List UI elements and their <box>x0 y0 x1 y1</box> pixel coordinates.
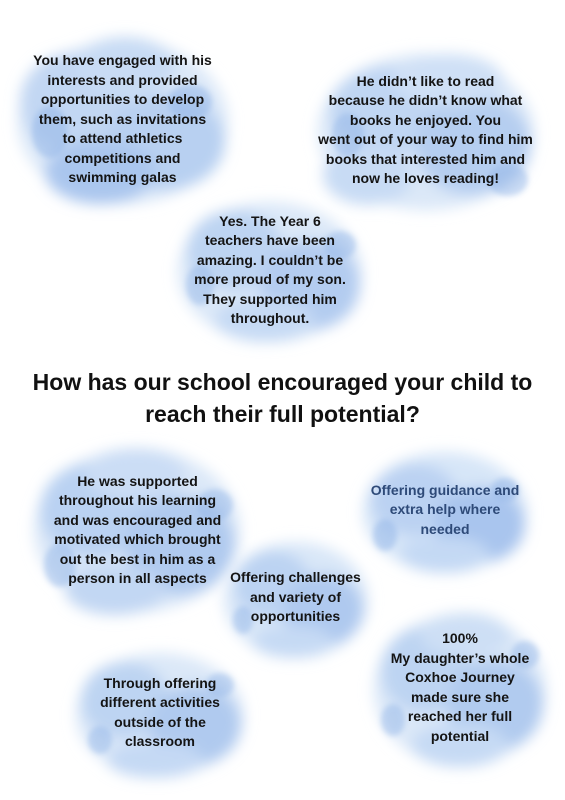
page-title: How has our school encouraged your child to reach their full potential? <box>32 369 533 427</box>
quote-cloud-guidance <box>355 440 535 580</box>
quote-cloud-interests <box>5 22 240 217</box>
quote-text: Through offering different activities outside of the classroom <box>100 674 220 749</box>
quote-text: He didn’t like to read because he didn’t know what books he enjoyed. You went out of your way to find him books that interested him and now he loves reading! <box>318 72 533 186</box>
quote-cloud-year6 <box>170 190 370 350</box>
quote-text: Offering challenges and variety of opportunities <box>230 569 361 625</box>
quote-text: Offering guidance and extra help where needed <box>370 481 520 537</box>
quote-text: Yes. The Year 6 teachers have been amazing. I couldn’t be more proud of my son. They supported him throughout. <box>194 212 346 326</box>
quote-cloud-supported <box>25 435 250 625</box>
quote-cloud-journey <box>365 600 555 775</box>
quote-text: He was supported throughout his learning and was encouraged and motivated which brought out the best in him as a person in all aspects <box>53 472 222 586</box>
quote-text: 100% My daughter’s whole Coxhoe Journey made sure she reached her full potential <box>390 630 530 744</box>
quote-cloud-activities <box>70 640 250 785</box>
quote-text: You have engaged with his interests and provided opportunities to develop them, such as invitations to attend athletics competitions and swimming galas <box>33 52 212 186</box>
